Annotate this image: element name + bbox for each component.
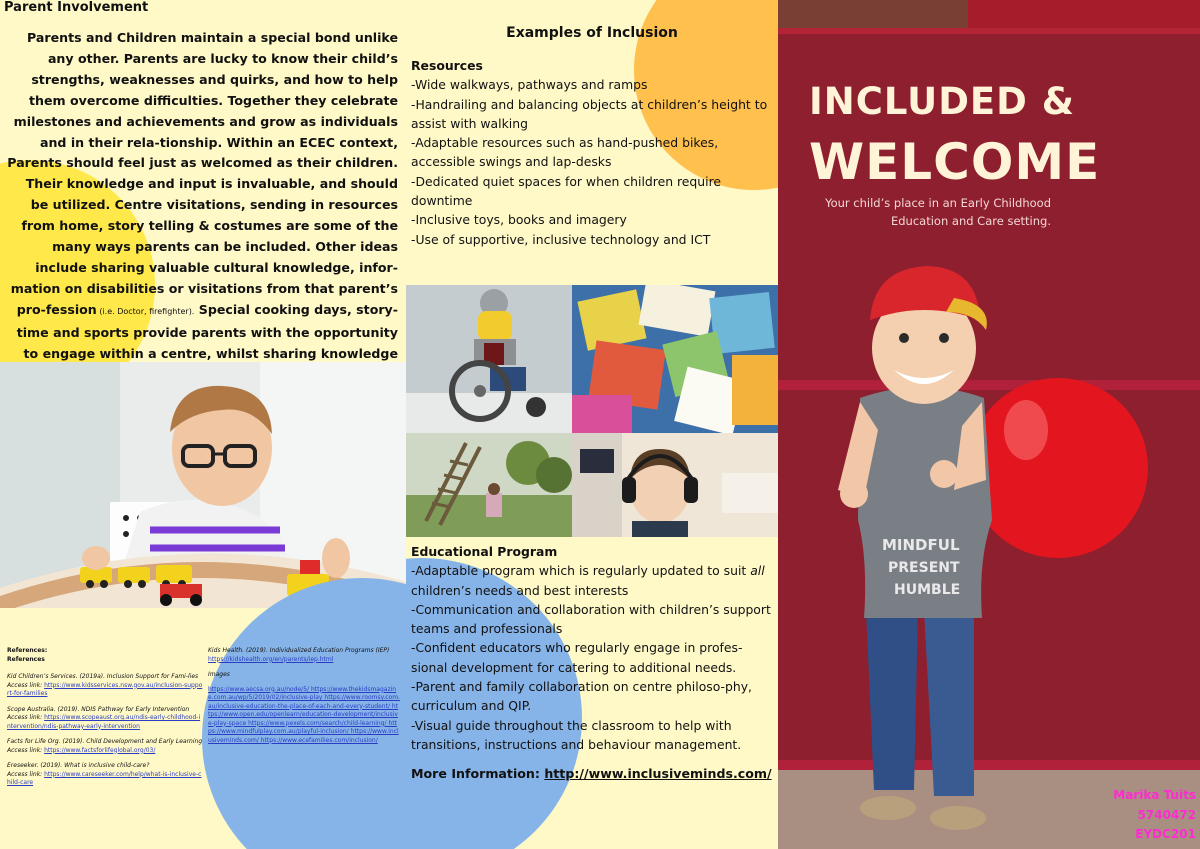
educational-program-title: Educational Program: [411, 544, 558, 559]
reference-link[interactable]: https://kidshealth.org/en/parents/iep.html: [208, 655, 334, 663]
references-subheading: References: [7, 655, 45, 663]
reference-link[interactable]: https://www.scopeaust.org.au/ndis-early-childhood-intervention/ndis-pathway-early-intervention: [7, 714, 201, 730]
shirt-text-line: HUMBLE: [894, 582, 961, 598]
reference-link[interactable]: https://www.kidsservices.nsw.gov.au/inclusion-support-for-families: [7, 681, 203, 697]
list-item: -Use of supportive, inclusive technology and ICT: [411, 231, 711, 247]
list-item: -Confident educators who regularly engage in profes-sional development for catering to additional needs.: [411, 640, 743, 675]
reference-citation: Ereseeker. (2019). What is inclusive child-care?: [7, 762, 150, 769]
tagline-line-2: Education and Care setting.: [890, 214, 1051, 228]
parent-involvement-panel: [0, 0, 406, 849]
reference-entry: [208, 647, 400, 664]
list-item: -Visual guide throughout the classroom to help with transitions, instructions and behaviour management.: [411, 717, 742, 752]
more-information: [411, 766, 772, 781]
tagline-line-1: Your child’s place in an Early Childhood: [825, 196, 1051, 210]
reference-citation: Facts for Life Org. (2019). Child Development and Early Learning: [7, 738, 203, 745]
list-item: -Parent and family collaboration on centre philoso-phy, curriculum and QIP.: [411, 679, 752, 714]
course-code: EYDC201: [1135, 827, 1196, 841]
reference-link[interactable]: https://www.careseeker.com/help/what-is-inclusive-child-care: [7, 770, 202, 786]
reference-entry: [7, 762, 203, 788]
more-information-label: More Information:: [411, 766, 545, 781]
resources-list: [411, 56, 773, 249]
garden-play-photo: [406, 433, 572, 537]
parent-involvement-text: Parents and Children maintain a special bond unlike any other. Parents are lucky to know their child’s strengths, weaknesses and quirks, and how to help them overcome difficulties. Together they celebrate milestones and achievements and grow as individuals and in their rela-tionship. Within an ECEC context, Parents should feel just as welcomed as their children. Their knowledge and input is invaluable, and should be utilized. Centre visitations, sending in resources from home, story telling & costumes are some of the many ways parents can be included. Other ideas include sharing valuable cultural knowledge, infor-mation on disabilities or visitations from that parent’s pro-fession (i.e. Doctor, firefighter). Special cooking days, story-time and sports provide parents with the opportunity to engage within a centre, whilst sharing knowledge: [7, 30, 398, 361]
tagline: [809, 194, 1051, 230]
reference-access-label: Access link:: [7, 681, 43, 689]
shirt-text-line: PRESENT: [888, 560, 960, 576]
reference-citation: Kids Health. (2019). Individualized Education Programs (IEP): [208, 647, 390, 654]
list-item: -Handrailing and balancing objects at children’s height to assist with walking: [411, 96, 768, 131]
references-column-2: [208, 647, 400, 752]
list-item: -Dedicated quiet spaces for when children require downtime: [411, 173, 722, 209]
headphones-child-photo: [572, 433, 778, 537]
list-item: -Adaptable resources such as hand-pushed bikes, accessible swings and lap-desks: [411, 135, 719, 170]
educational-program-list: [411, 542, 773, 754]
boy-with-train-photo: [0, 362, 406, 608]
reference-citation: Kid Children’s Services. (2019a). Inclusion Support for Fami-lies: [7, 673, 199, 680]
list-item: -Communication and collaboration with children’s support teams and professionals: [411, 601, 771, 637]
image-credits-links[interactable]: https://www.aecsa.org.au/node/5/ https://www.thekidsmagazine.com.au/wp/5/2019/02/inclusive-play https://www.roomsy.com.au/inclusive-education-the-place-of-each-and-every-student/ https://www.open.edu/openlearn/education-development/inclusive-play-space https://www.pexels.com/search/child-learning/ https://www.mindfulplay.com.au/playful-inclusion/ https://www.inclusiveminds.com/ https://www.ecefamilies.com/inclusion/: [208, 685, 400, 744]
reference-access-label: Access link:: [7, 746, 43, 754]
title-line-1: INCLUDED &: [809, 80, 1076, 123]
examples-panel: [406, 0, 778, 849]
references-column-1: [7, 647, 203, 795]
list-item: -Wide walkways, pathways and ramps: [411, 77, 648, 93]
list-item: -Inclusive toys, books and imagery: [411, 212, 627, 228]
author-block: [1113, 786, 1196, 845]
author-name: Marika Tuits: [1113, 788, 1196, 802]
wheelchair-toy-photo: [406, 285, 572, 433]
cover-panel: [778, 0, 1200, 849]
list-item: -Adaptable program which is regularly updated to suit all children’s needs and best interests: [411, 563, 765, 598]
shirt-text-line: MINDFUL: [882, 536, 960, 554]
resources-title: Resources: [411, 58, 483, 73]
title-line-2: WELCOME: [809, 133, 1101, 191]
image-credits-heading: Images: [208, 671, 230, 678]
reference-link[interactable]: https://www.factsforlifeglobal.org/03/: [44, 746, 156, 754]
reference-citation: Scope Australia. (2019). NDIS Pathway for Early Intervention: [7, 705, 190, 713]
reference-access-label: Access link:: [7, 770, 43, 778]
picture-books-photo: [572, 285, 778, 433]
reference-entry: [7, 673, 203, 699]
reference-entry: [7, 738, 203, 755]
reference-access-label: Access link:: [7, 714, 43, 721]
examples-title: Examples of Inclusion: [506, 25, 678, 41]
parent-involvement-heading: Parent Involvement: [4, 0, 149, 15]
student-id: 5740472: [1137, 807, 1196, 822]
brochure-title: [809, 72, 1100, 192]
image-credits: [208, 671, 400, 745]
references-heading: References:: [7, 647, 48, 654]
more-information-link[interactable]: http://www.inclusiveminds.com/: [544, 766, 772, 781]
reference-entry: [7, 706, 203, 732]
